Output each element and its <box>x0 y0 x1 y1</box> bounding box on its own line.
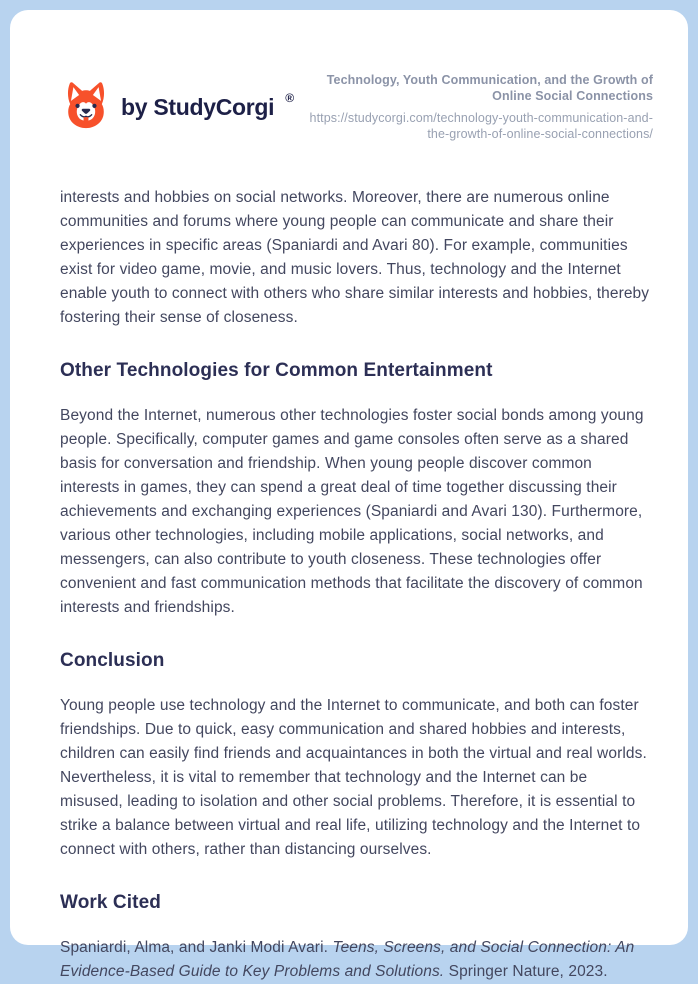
section-heading-conclusion: Conclusion <box>60 650 165 671</box>
section-paragraph-conclusion: Young people use technology and the Internet to communicate, and both can foster friendships. Due to quick, easy communication and shared hobbies and interests, children can easily find friends and acquaintances in both the virtual and real worlds. Nevertheless, it is vital to remember that technology and the Internet can be misused, leading to isolation and other social problems. Therefore, it is essential to strike a balance between virtual and real life, utilizing technology and the Internet to connect with others, rather than distancing ourselves. <box>60 697 647 858</box>
document-title: Technology, Youth Communication, and the Growth of Online Social Connections <box>326 73 653 103</box>
intro-paragraph: interests and hobbies on social networks. Moreover, there are numerous online communities and forums where young people can communicate and share their experiences in specific areas (Spaniardi and Avari 80). For example, communities exist for video game, movie, and music lovers. Thus, technology and the Internet enable youth to connect with others who share similar interests and hobbies, thereby fostering their sense of closeness. <box>60 189 650 326</box>
citation-title: Teens, Screens, and Social Connection: An Evidence-Based Guide to Key Problems and Solutions. <box>60 939 635 980</box>
citation <box>60 936 653 984</box>
brand <box>60 70 294 136</box>
document-meta <box>301 70 653 142</box>
citation-authors: Spaniardi, Alma, and Janki Modi Avari. <box>60 939 333 956</box>
document-header <box>60 70 653 142</box>
citation-publisher: Springer Nature, 2023. <box>444 963 608 980</box>
section-heading-other-technologies: Other Technologies for Common Entertainment <box>60 360 493 381</box>
document-url[interactable]: https://studycorgi.com/technology-youth-communication-and-the-growth-of-online-social-connections/ <box>309 111 653 141</box>
document-card <box>10 10 688 980</box>
section-paragraph-other-technologies: Beyond the Internet, numerous other technologies foster social bonds among young people. Specifically, computer games and game consoles often serve as a shared basis for conversation and friendship. When young people discover common interests in games, they can spend a great deal of time together discussing their achievements and exchanging experiences (Spaniardi and Avari 130). Furthermore, various other technologies, including mobile applications, social networks, and messengers, can also contribute to youth closeness. These technologies offer convenient and fast communication methods that facilitate the discovery of common interests and friendships. <box>60 407 644 616</box>
corgi-icon <box>60 78 112 136</box>
section-heading-work-cited: Work Cited <box>60 892 161 913</box>
brand-name: by StudyCorgi <box>121 93 275 120</box>
registered-trademark: ® <box>285 91 295 105</box>
document-body <box>60 186 653 984</box>
